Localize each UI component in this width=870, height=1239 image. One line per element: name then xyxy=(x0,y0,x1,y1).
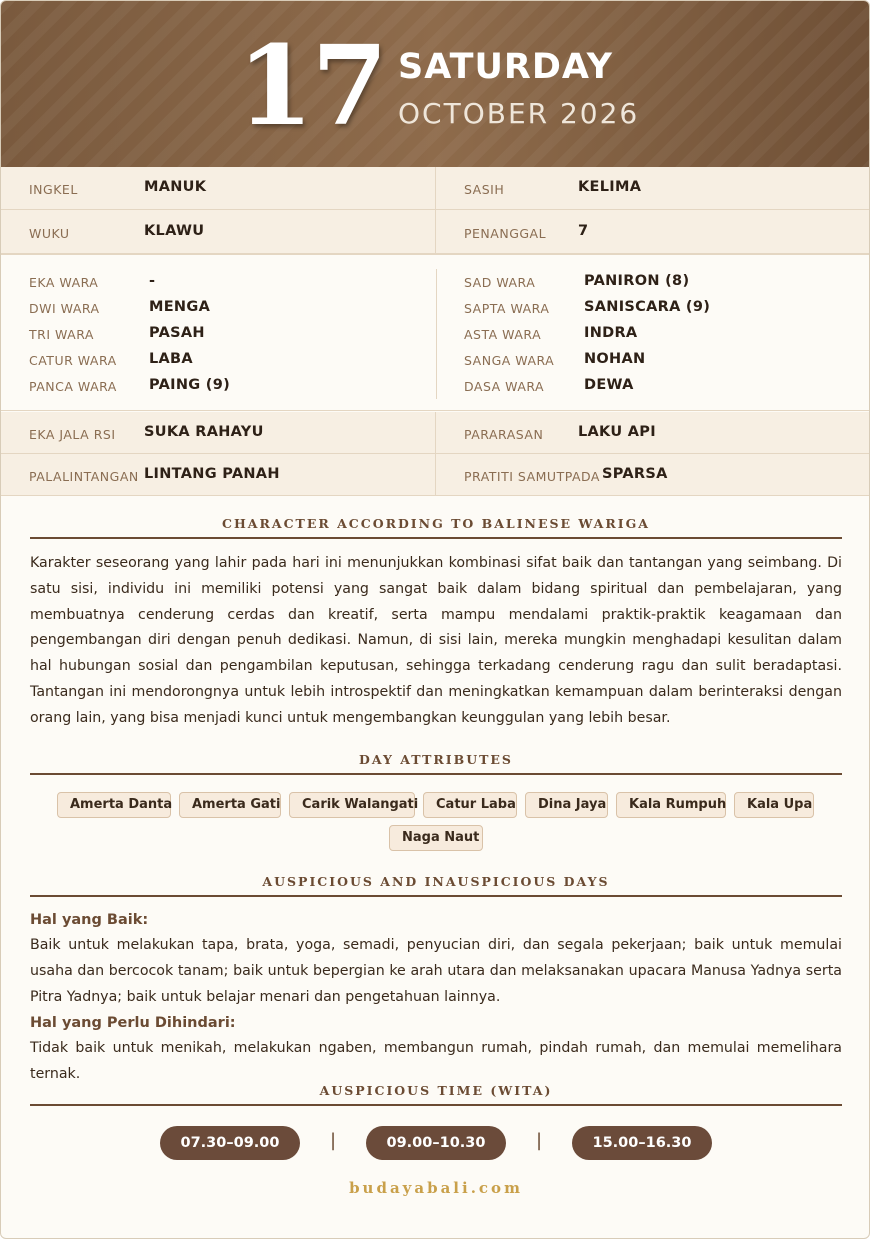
wara-label: SANGA WARA xyxy=(464,353,555,368)
wara-value: PASAH xyxy=(149,325,205,341)
wara-item xyxy=(436,272,870,292)
good-heading: Hal yang Baik: xyxy=(30,912,149,928)
attribute-chip: Kala Rumpuh xyxy=(616,792,726,818)
wara-item xyxy=(436,350,870,370)
character-title: CHARACTER ACCORDING TO BALINESE WARIGA xyxy=(222,516,650,531)
info-row-wuku-penanggal xyxy=(1,210,870,254)
info-label: SASIH xyxy=(464,182,505,197)
time-title: AUSPICIOUS TIME (WITA) xyxy=(319,1083,553,1098)
info-cell xyxy=(436,167,870,209)
info-value: KELIMA xyxy=(578,179,642,195)
info-cell xyxy=(1,412,436,453)
avoid-text: Tidak baik untuk menikah, melakukan ngaben, membangun rumah, pindah rumah, dan memulai memelihara ternak. xyxy=(30,1040,842,1082)
time-slot: 15.00–16.30 xyxy=(572,1126,712,1160)
wara-item xyxy=(1,376,436,396)
wara-label: SAD WARA xyxy=(464,275,536,290)
info-cell xyxy=(436,412,870,453)
info-row-ingkel-sasih xyxy=(1,167,870,210)
wara-value: DEWA xyxy=(584,377,634,393)
section-rule xyxy=(30,895,842,897)
wara-label: PANCA WARA xyxy=(29,379,117,394)
month-year: OCTOBER 2026 xyxy=(398,97,640,130)
wara-item xyxy=(436,298,870,318)
wara-value: NOHAN xyxy=(584,351,646,367)
info-value: MANUK xyxy=(144,179,207,195)
info-label: PRATITI SAMUTPADA xyxy=(464,469,600,484)
info-label: PENANGGAL xyxy=(464,226,547,241)
section-rule xyxy=(30,773,842,775)
auspicious-title: AUSPICIOUS AND INAUSPICIOUS DAYS xyxy=(262,874,610,889)
info-value: KLAWU xyxy=(144,223,205,239)
wara-value: INDRA xyxy=(584,325,638,341)
attribute-chip: Naga Naut xyxy=(389,825,483,851)
time-slot: 07.30–09.00 xyxy=(160,1126,300,1160)
wara-item xyxy=(1,350,436,370)
wara-value: PAING (9) xyxy=(149,377,231,393)
wara-item xyxy=(1,324,436,344)
section-rule xyxy=(30,537,842,539)
attribute-chip: Amerta Danta xyxy=(57,792,171,818)
good-text: Baik untuk melakukan tapa, brata, yoga, semadi, penyucian diri, dan segala pekerjaan; baik untuk memulai usaha dan bercocok tanam; baik untuk bepergian ke arah utara dan melaksanakan upacara Manusa Yadnya serta Pitra Yadnya; baik untuk belajar menari dan pengetahuan lainnya. xyxy=(30,937,842,1005)
time-separator: | xyxy=(330,1130,337,1151)
info-value: SPARSA xyxy=(602,466,668,482)
info-cell xyxy=(1,454,436,495)
info-cell xyxy=(436,454,870,495)
wara-label: CATUR WARA xyxy=(29,353,117,368)
wara-value: MENGA xyxy=(149,299,211,315)
info-label: INGKEL xyxy=(29,182,78,197)
attribute-chip: Dina Jaya xyxy=(525,792,608,818)
section-rule xyxy=(30,1104,842,1106)
attributes-title: DAY ATTRIBUTES xyxy=(359,752,513,767)
info-label: EKA JALA RSI xyxy=(29,427,116,442)
info-cell xyxy=(1,167,436,209)
character-text: Karakter seseorang yang lahir pada hari ini menunjukkan kombinasi sifat baik dan tantangan yang seimbang. Di satu sisi, individu ini memiliki potensi yang sangat baik dalam bidang spiritual dan pembelajaran, yang membuatnya cenderung cerdas dan kreatif, serta mampu mendalami praktik-praktik keagamaan dan pengembangan diri dengan penuh dedikasi. Namun, di sisi lain, mereka mungkin menghadapi kesulitan dalam hal hubungan sosial dan pengambilan keputusan, sehingga terkadang cenderung ragu dan sulit beradaptasi. Tantangan ini mendorongnya untuk lebih introspektif dan meningkatkan kemampuan dalam berinteraksi dengan orang lain, yang bisa menjadi kunci untuk mengembangkan keunggulan yang lebih besar. xyxy=(30,555,842,726)
site-footer: budayabali.com xyxy=(349,1179,523,1197)
info-value: LINTANG PANAH xyxy=(144,466,280,482)
avoid-heading: Hal yang Perlu Dihindari: xyxy=(30,1015,236,1031)
wara-label: DASA WARA xyxy=(464,379,545,394)
attribute-chip: Amerta Gati xyxy=(179,792,281,818)
day-number: 17 xyxy=(237,21,387,150)
wara-label: EKA WARA xyxy=(29,275,99,290)
info-label: PALALINTANGAN xyxy=(29,469,139,484)
attribute-chip: Carik Walangati xyxy=(289,792,415,818)
info-row-palalintangan-pratiti xyxy=(1,454,870,496)
wara-item xyxy=(1,272,436,292)
wara-label: TRI WARA xyxy=(29,327,94,342)
wara-label: SAPTA WARA xyxy=(464,301,550,316)
time-separator: | xyxy=(536,1130,543,1151)
info-value: 7 xyxy=(578,223,589,239)
wara-item xyxy=(436,376,870,396)
info-row-jalarsi-pararasan xyxy=(1,412,870,454)
wara-value: - xyxy=(149,273,156,289)
info-cell xyxy=(436,210,870,253)
info-cell xyxy=(1,210,436,253)
info-value: SUKA RAHAYU xyxy=(144,424,264,440)
attribute-chip: Catur Laba xyxy=(423,792,517,818)
wara-label: DWI WARA xyxy=(29,301,100,316)
wara-value: PANIRON (8) xyxy=(584,273,690,289)
info-label: PARARASAN xyxy=(464,427,544,442)
wara-table xyxy=(1,254,870,411)
wara-value: LABA xyxy=(149,351,193,367)
wara-item xyxy=(1,298,436,318)
time-slot: 09.00–10.30 xyxy=(366,1126,506,1160)
attribute-chip: Kala Upa xyxy=(734,792,814,818)
wara-item xyxy=(436,324,870,344)
info-label: WUKU xyxy=(29,226,70,241)
weekday: SATURDAY xyxy=(398,47,613,87)
date-header xyxy=(1,1,870,167)
wara-label: ASTA WARA xyxy=(464,327,542,342)
wara-value: SANISCARA (9) xyxy=(584,299,711,315)
info-value: LAKU API xyxy=(578,424,656,440)
